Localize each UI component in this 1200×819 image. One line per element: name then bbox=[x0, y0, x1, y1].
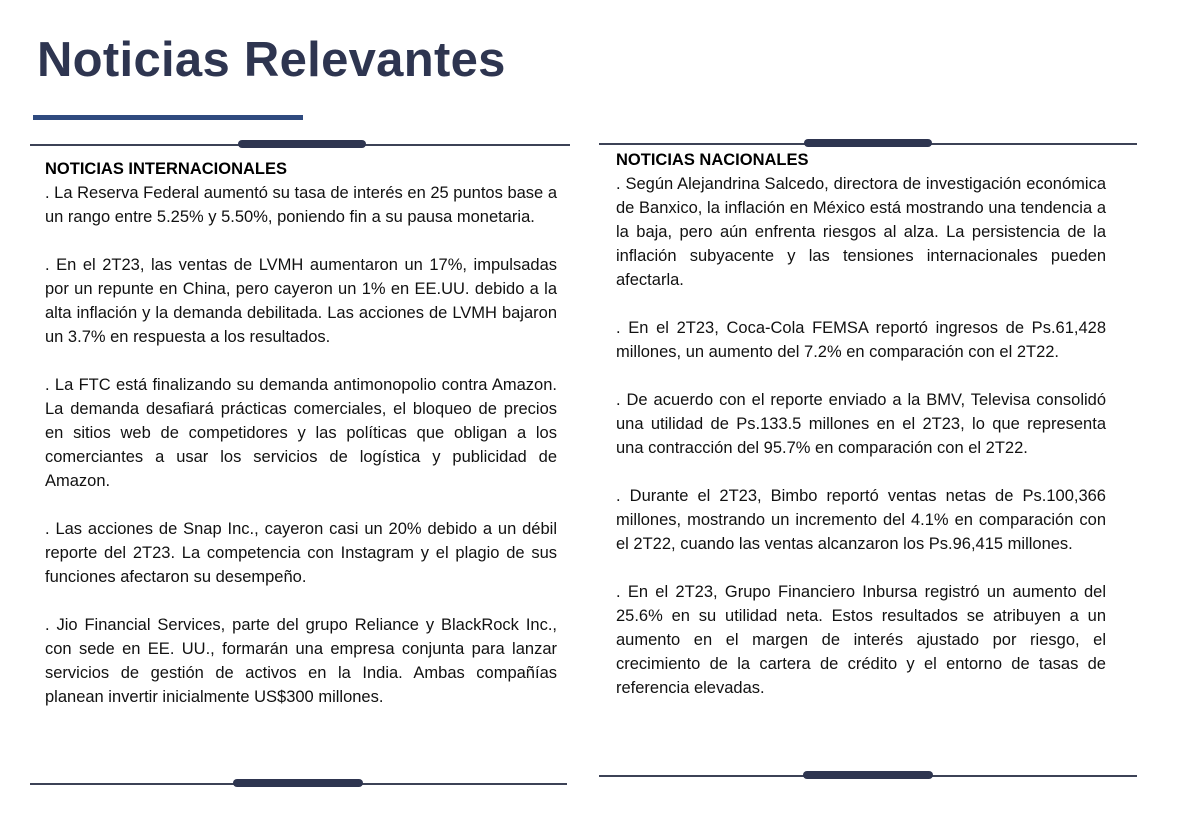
page-title: Noticias Relevantes bbox=[37, 33, 506, 87]
nac-bottom-pill bbox=[803, 771, 933, 779]
news-item: . Las acciones de Snap Inc., cayeron casi un 20% debido a un débil reporte del 2T23. La competencia con Instagram y el plagio de sus funciones afectaron su desempeño. bbox=[45, 520, 557, 586]
title-underline bbox=[33, 115, 303, 120]
intl-bottom-pill bbox=[233, 779, 363, 787]
news-item: . La Reserva Federal aumentó su tasa de interés en 25 puntos base a un rango entre 5.25% y 5.50%, poniendo fin a su pausa monetaria. bbox=[45, 184, 557, 226]
international-news-heading: NOTICIAS INTERNACIONALES bbox=[45, 160, 288, 178]
national-news-section bbox=[616, 148, 1106, 700]
news-item: . En el 2T23, Coca-Cola FEMSA reportó ingresos de Ps.61,428 millones, un aumento del 7.2% en comparación con el 2T22. bbox=[616, 319, 1106, 361]
news-item: . En el 2T23, las ventas de LVMH aumentaron un 17%, impulsadas por un repunte en China, pero cayeron un 1% en EE.UU. debido a la alta inflación y la demanda debilitada. Las acciones de LVMH bajaron un 3.7% en respuesta a los resultados. bbox=[45, 256, 557, 346]
nac-top-pill bbox=[804, 139, 932, 147]
intl-top-pill bbox=[238, 140, 366, 148]
international-news-section bbox=[45, 157, 557, 709]
news-item: . Jio Financial Services, parte del grupo Reliance y BlackRock Inc., con sede en EE. UU., formarán una empresa conjunta para lanzar servicios de gestión de activos en la India. Ambas compañías planean invertir inicialmente US$300 millones. bbox=[45, 616, 557, 706]
news-item: . Durante el 2T23, Bimbo reportó ventas netas de Ps.100,366 millones, mostrando un incremento del 4.1% en comparación con el 2T22, cuando las ventas alcanzaron los Ps.96,415 millones. bbox=[616, 487, 1106, 553]
national-news-heading: NOTICIAS NACIONALES bbox=[616, 151, 809, 169]
news-item: . En el 2T23, Grupo Financiero Inbursa registró un aumento del 25.6% en su utilidad neta. Estos resultados se atribuyen a un aumento en el margen de interés ajustado por riesgo, el crecimiento de la cartera de crédito y el entorno de tasas de referencia elevadas. bbox=[616, 583, 1106, 697]
news-item: . Según Alejandrina Salcedo, directora de investigación económica de Banxico, la inflación en México está mostrando una tendencia a la baja, pero aún enfrenta riesgos al alza. La persistencia de la inflación subyacente y las tensiones internacionales pueden afectarla. bbox=[616, 175, 1106, 289]
news-item: . La FTC está finalizando su demanda antimonopolio contra Amazon. La demanda desafiará prácticas comerciales, el bloqueo de precios en sitios web de competidores y las políticas que obligan a los comerciantes a usar los servicios de logística y publicidad de Amazon. bbox=[45, 376, 557, 490]
news-item: . De acuerdo con el reporte enviado a la BMV, Televisa consolidó una utilidad de Ps.133.5 millones en el 2T23, lo que representa una contracción del 95.7% en comparación con el 2T22. bbox=[616, 391, 1106, 457]
